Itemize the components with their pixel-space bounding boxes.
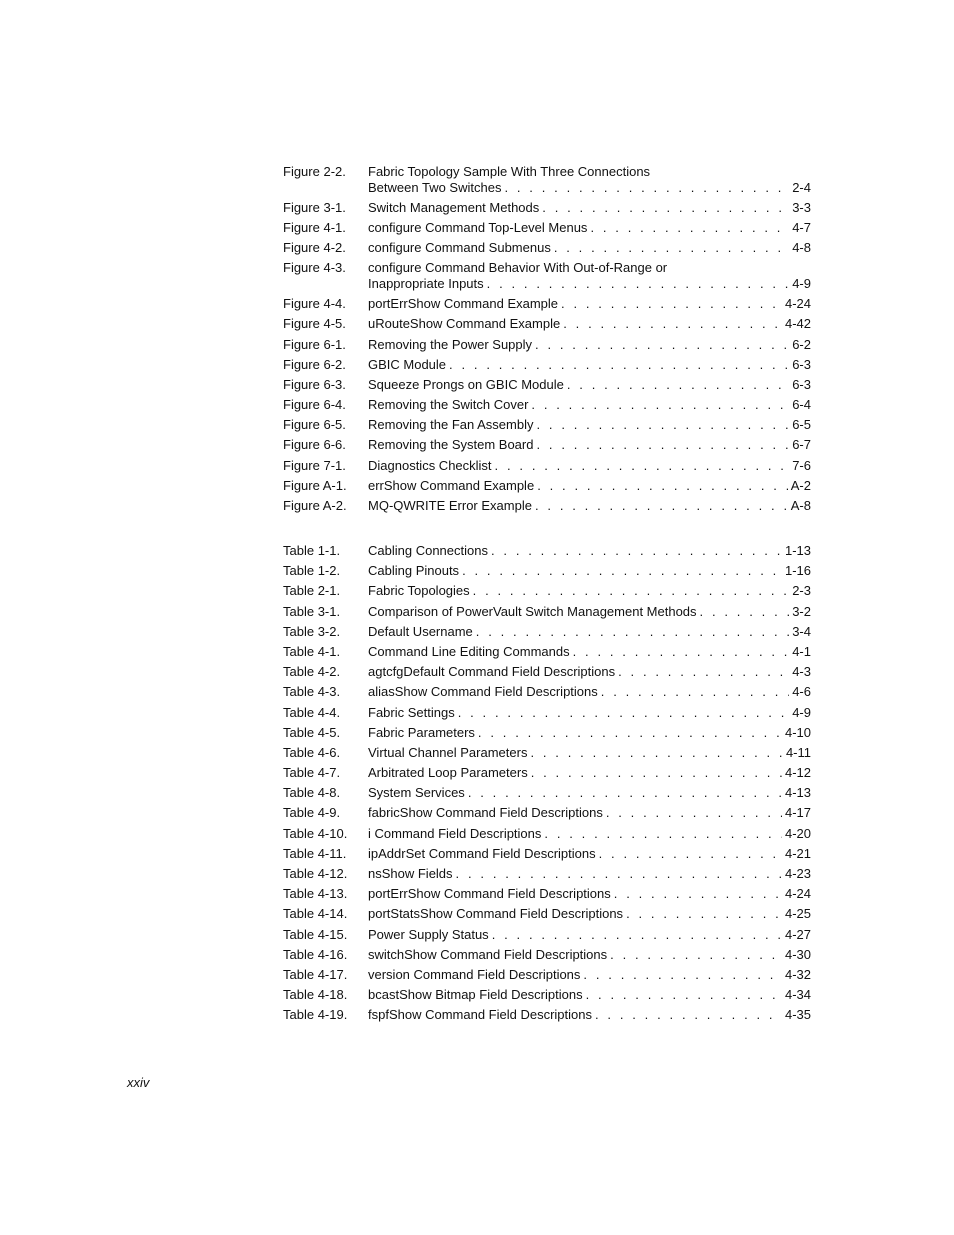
- entry-body: [368, 725, 811, 741]
- entry-title: MQ-QWRITE Error Example: [368, 498, 532, 513]
- dot-leader: [586, 987, 782, 1003]
- entry-body: [368, 765, 811, 781]
- entry-body: [368, 417, 811, 433]
- entry-page: 4-3: [792, 664, 811, 680]
- entry-body: [368, 987, 811, 1003]
- entry-title-row: [368, 437, 811, 453]
- dot-leader: [456, 866, 782, 882]
- toc-entry: [283, 805, 811, 821]
- entry-number: Figure 4-3.: [283, 260, 346, 276]
- dot-leader: [542, 200, 789, 216]
- entry-title-row: [368, 604, 811, 620]
- toc-entry: [283, 437, 811, 453]
- entry-page: 4-24: [784, 886, 811, 902]
- entry-title-row: [368, 947, 811, 963]
- entry-title-row: [368, 377, 811, 393]
- entry-title-row: [368, 906, 811, 922]
- entry-title: portErrShow Command Field Descriptions: [368, 886, 611, 902]
- entry-number: Figure 6-2.: [283, 356, 346, 372]
- toc-entry: [283, 397, 811, 413]
- entry-body: [368, 377, 811, 393]
- entry-body: [368, 478, 811, 494]
- entry-title: Removing the Fan Assembly: [368, 417, 534, 433]
- entry-body: [368, 967, 811, 983]
- entry-number: Figure A-2.: [283, 498, 347, 513]
- entry-page: 4-12: [784, 765, 811, 781]
- dot-leader: [530, 745, 782, 761]
- dot-leader: [473, 583, 790, 599]
- entry-body: [368, 397, 811, 413]
- entry-title: Cabling Connections: [368, 543, 488, 558]
- entry-body: [368, 664, 811, 680]
- entry-body: [368, 745, 811, 761]
- entry-number: Figure 6-3.: [283, 376, 346, 392]
- entry-title: Fabric Parameters: [368, 724, 475, 740]
- entry-title-row: [368, 866, 811, 882]
- toc-entry: [283, 785, 811, 801]
- entry-title-row: [368, 664, 811, 680]
- entry-page: 3-4: [792, 623, 811, 639]
- dot-leader: [468, 785, 782, 801]
- entry-page: 6-3: [792, 356, 811, 372]
- figures-list: [283, 164, 811, 518]
- toc-entry: [283, 296, 811, 312]
- toc-entry: [283, 377, 811, 393]
- entry-title: Default Username: [368, 623, 473, 639]
- entry-title-row: [368, 927, 811, 943]
- entry-body: [368, 866, 811, 882]
- entry-page: 4-7: [792, 219, 811, 235]
- entry-page: 1-13: [784, 543, 811, 558]
- entry-title-row: [368, 316, 811, 332]
- entry-title-line: Fabric Topology Sample With Three Connections: [368, 164, 651, 179]
- toc-entry: [283, 604, 811, 620]
- dot-leader: [599, 846, 782, 862]
- entry-page: 6-3: [792, 376, 811, 392]
- entry-number: Table 4-14.: [283, 906, 348, 922]
- entry-body: [368, 437, 811, 453]
- entry-body: [368, 200, 811, 216]
- toc-entry: [283, 725, 811, 741]
- entry-page: 3-2: [792, 603, 811, 619]
- entry-page: 4-30: [784, 946, 811, 962]
- toc-entry: [283, 543, 811, 559]
- entry-body: [368, 805, 811, 821]
- entry-number: Table 4-3.: [283, 684, 341, 700]
- dot-leader: [478, 725, 782, 741]
- dot-leader: [536, 437, 789, 453]
- entry-title: fabricShow Command Field Descriptions: [368, 805, 603, 821]
- entry-number: Figure 4-1.: [283, 219, 346, 235]
- entry-page: 6-7: [792, 437, 811, 453]
- toc-entry: [283, 765, 811, 781]
- entry-title-row: [368, 200, 811, 216]
- toc-entry: [283, 260, 811, 291]
- entry-title-row: [368, 805, 811, 821]
- entry-title: agtcfgDefault Command Field Descriptions: [368, 664, 616, 680]
- entry-title-row: [368, 543, 811, 559]
- entry-page: 4-20: [784, 825, 811, 841]
- toc-entry: [283, 357, 811, 373]
- entry-number: Figure 4-4.: [283, 296, 346, 312]
- dot-leader: [462, 563, 782, 579]
- dot-leader: [491, 543, 782, 559]
- entry-number: Table 1-2.: [283, 563, 341, 579]
- entry-number: Figure 4-2.: [283, 240, 346, 256]
- entry-title-row: [368, 846, 811, 862]
- entry-body: [368, 927, 811, 943]
- entry-title-row: [368, 1007, 811, 1023]
- entry-title: Cabling Pinouts: [368, 563, 460, 579]
- entry-number: Table 4-1.: [283, 643, 341, 659]
- entry-title: configure Command Submenus: [368, 240, 551, 256]
- dot-leader: [573, 644, 790, 660]
- entry-body: [368, 220, 811, 236]
- entry-page: 4-9: [792, 704, 811, 720]
- entry-page: 4-35: [784, 1007, 811, 1023]
- entry-body: [368, 684, 811, 700]
- entry-title: GBIC Module: [368, 356, 447, 372]
- entry-title: Removing the Power Supply: [368, 336, 533, 352]
- toc-entry: [283, 745, 811, 761]
- dot-leader: [495, 458, 790, 474]
- entry-title: Fabric Topologies: [368, 583, 470, 599]
- entry-body: [368, 357, 811, 373]
- entry-page: 2-4: [792, 179, 811, 195]
- entry-body: [368, 583, 811, 599]
- entry-body: [368, 785, 811, 801]
- toc-entry: [283, 624, 811, 640]
- entry-page: 4-1: [792, 643, 811, 659]
- dot-leader: [614, 886, 782, 902]
- dot-leader: [504, 180, 789, 196]
- entry-body: [368, 260, 811, 291]
- toc-entry: [283, 417, 811, 433]
- entry-title-row: [368, 498, 811, 514]
- entry-title-row: [368, 644, 811, 660]
- toc-entry: [283, 927, 811, 943]
- dot-leader: [535, 337, 789, 353]
- entry-title-row: [368, 705, 811, 721]
- entry-title: Virtual Channel Parameters: [368, 744, 528, 760]
- entry-number: Figure 6-6.: [283, 437, 346, 453]
- entry-number: Figure 6-4.: [283, 397, 346, 413]
- entry-title-row: [368, 785, 811, 801]
- toc-entry: [283, 478, 811, 494]
- entry-page: 7-6: [792, 457, 811, 473]
- tables-list: [283, 543, 811, 1028]
- entry-title: Diagnostics Checklist: [368, 457, 492, 473]
- entry-title: Between Two Switches: [368, 179, 502, 195]
- entry-number: Table 4-13.: [283, 886, 348, 902]
- entry-page: A-2: [790, 477, 811, 493]
- toc-entry: [283, 684, 811, 700]
- entry-page: 4-34: [784, 987, 811, 1003]
- entry-number: Table 4-7.: [283, 765, 341, 781]
- entry-title: fspfShow Command Field Descriptions: [368, 1007, 592, 1023]
- entry-number: Figure 4-5.: [283, 316, 346, 332]
- entry-number: Figure 6-1.: [283, 336, 346, 352]
- entry-title: Inappropriate Inputs: [368, 275, 484, 291]
- toc-entry: [283, 583, 811, 599]
- entry-page: 3-3: [792, 199, 811, 215]
- entry-title-row: [368, 240, 811, 256]
- entry-body: [368, 1007, 811, 1023]
- entry-page: 4-25: [784, 906, 811, 922]
- entry-title: Removing the System Board: [368, 437, 534, 453]
- toc-entry: [283, 644, 811, 660]
- entry-title: bcastShow Bitmap Field Descriptions: [368, 987, 583, 1003]
- entry-title-row: [368, 397, 811, 413]
- entry-number: Figure 7-1.: [283, 457, 346, 473]
- entry-title-row: [368, 417, 811, 433]
- dot-leader: [590, 220, 789, 236]
- entry-body: [368, 164, 811, 195]
- dot-leader: [531, 765, 782, 781]
- entry-number: Table 4-15.: [283, 926, 348, 942]
- entry-title: Squeeze Prongs on GBIC Module: [368, 376, 564, 392]
- entry-number: Figure A-1.: [283, 477, 347, 493]
- entry-page: 4-8: [792, 240, 811, 256]
- toc-entry: [283, 906, 811, 922]
- dot-leader: [537, 478, 788, 494]
- dot-leader: [554, 240, 789, 256]
- entry-title-row: [368, 886, 811, 902]
- entry-title: uRouteShow Command Example: [368, 316, 561, 332]
- dot-leader: [544, 826, 782, 842]
- entry-page: 4-21: [784, 845, 811, 861]
- toc-entry: [283, 846, 811, 862]
- entry-page: 4-13: [784, 785, 811, 801]
- entry-body: [368, 705, 811, 721]
- entry-number: Table 1-1.: [283, 543, 341, 558]
- entry-page: 4-10: [784, 724, 811, 740]
- entry-title-row: [368, 458, 811, 474]
- entry-number: Figure 3-1.: [283, 199, 346, 215]
- entry-body: [368, 240, 811, 256]
- entry-page: 6-2: [792, 336, 811, 352]
- entry-number: Table 4-8.: [283, 785, 341, 801]
- entry-title: Command Line Editing Commands: [368, 643, 570, 659]
- entry-number: Table 4-9.: [283, 805, 341, 821]
- entry-body: [368, 846, 811, 862]
- entry-title: System Services: [368, 785, 465, 801]
- entry-title-row: [368, 725, 811, 741]
- entry-title: ipAddrSet Command Field Descriptions: [368, 845, 596, 861]
- entry-title-line: configure Command Behavior With Out-of-Range or: [368, 260, 668, 276]
- entry-title-row: [368, 745, 811, 761]
- toc-entry: [283, 164, 811, 195]
- entry-title-row: [368, 765, 811, 781]
- toc-entry: [283, 866, 811, 882]
- toc-entry: [283, 200, 811, 216]
- entry-title-row: [368, 276, 811, 292]
- toc-entry: [283, 220, 811, 236]
- dot-leader: [561, 296, 782, 312]
- entry-title-row: [368, 826, 811, 842]
- entry-body: [368, 296, 811, 312]
- page-number: xxiv: [127, 1075, 150, 1090]
- entry-title: Comparison of PowerVault Switch Management Methods: [368, 603, 697, 619]
- entry-number: Table 4-6.: [283, 744, 341, 760]
- dot-leader: [476, 624, 789, 640]
- toc-entry: [283, 886, 811, 902]
- entry-number: Table 4-19.: [283, 1007, 348, 1023]
- entry-page: 4-17: [784, 805, 811, 821]
- entry-number: Table 4-2.: [283, 664, 341, 680]
- entry-body: [368, 644, 811, 660]
- entry-body: [368, 543, 811, 559]
- dot-leader: [458, 705, 790, 721]
- dot-leader: [700, 604, 790, 620]
- toc-entry: [283, 498, 811, 514]
- entry-title: version Command Field Descriptions: [368, 966, 581, 982]
- toc-entry: [283, 316, 811, 332]
- entry-number: Table 4-17.: [283, 966, 348, 982]
- entry-title: Switch Management Methods: [368, 199, 540, 215]
- entry-page: 4-24: [784, 296, 811, 312]
- entry-title-row: [368, 563, 811, 579]
- entry-title: portErrShow Command Example: [368, 296, 559, 312]
- entry-title: switchShow Command Field Descriptions: [368, 946, 608, 962]
- entry-page: 4-32: [784, 966, 811, 982]
- entry-page: 4-6: [792, 684, 811, 700]
- dot-leader: [601, 684, 789, 700]
- entry-title-row: [368, 478, 811, 494]
- toc-entry: [283, 337, 811, 353]
- entry-body: [368, 604, 811, 620]
- entry-page: 4-42: [784, 316, 811, 332]
- entry-page: A-8: [790, 498, 811, 513]
- entry-body: [368, 826, 811, 842]
- entry-title: Power Supply Status: [368, 926, 489, 942]
- entry-body: [368, 316, 811, 332]
- entry-body: [368, 337, 811, 353]
- entry-page: 1-16: [784, 563, 811, 579]
- entry-page: 4-23: [784, 866, 811, 881]
- entry-number: Figure 6-5.: [283, 417, 346, 433]
- dot-leader: [487, 276, 790, 292]
- entry-title: i Command Field Descriptions: [368, 825, 542, 841]
- entry-page: 4-9: [792, 275, 811, 291]
- entry-title: nsShow Fields: [368, 866, 453, 881]
- entry-title: Fabric Settings: [368, 704, 455, 720]
- entry-title-row: [368, 337, 811, 353]
- entry-body: [368, 906, 811, 922]
- toc-entry: [283, 1007, 811, 1023]
- entry-page: 4-27: [784, 926, 811, 942]
- entry-number: Table 3-2.: [283, 623, 341, 639]
- entry-number: Table 3-1.: [283, 603, 341, 619]
- entry-page: 6-5: [792, 417, 811, 433]
- entry-title-row: [368, 583, 811, 599]
- entry-title-row: [368, 684, 811, 700]
- toc-entry: [283, 240, 811, 256]
- entry-number: Table 4-11.: [283, 845, 347, 861]
- toc-entry: [283, 947, 811, 963]
- dot-leader: [449, 357, 789, 373]
- dot-leader: [618, 664, 789, 680]
- entry-body: [368, 947, 811, 963]
- dot-leader: [492, 927, 782, 943]
- entry-title: Arbitrated Loop Parameters: [368, 765, 528, 781]
- entry-number: Table 4-10.: [283, 825, 348, 841]
- toc-entry: [283, 967, 811, 983]
- toc-entry: [283, 826, 811, 842]
- entry-title-row: [368, 967, 811, 983]
- dot-leader: [595, 1007, 782, 1023]
- entry-body: [368, 624, 811, 640]
- dot-leader: [567, 377, 789, 393]
- entry-number: Table 4-16.: [283, 946, 348, 962]
- entry-number: Table 4-5.: [283, 724, 341, 740]
- dot-leader: [563, 316, 782, 332]
- dot-leader: [610, 947, 782, 963]
- entry-title-row: [368, 220, 811, 236]
- toc-entry: [283, 563, 811, 579]
- entry-title: aliasShow Command Field Descriptions: [368, 684, 598, 700]
- entry-title-row: [368, 296, 811, 312]
- entry-number: Figure 2-2.: [283, 164, 346, 179]
- dot-leader: [535, 498, 788, 514]
- dot-leader: [626, 906, 782, 922]
- dot-leader: [583, 967, 782, 983]
- toc-entry: [283, 705, 811, 721]
- toc-entry: [283, 458, 811, 474]
- entry-number: Table 2-1.: [283, 583, 341, 599]
- entry-title: portStatsShow Command Field Descriptions: [368, 906, 624, 922]
- dot-leader: [536, 417, 789, 433]
- entry-page: 6-4: [792, 397, 811, 413]
- entry-title: errShow Command Example: [368, 477, 535, 493]
- entry-title-row: [368, 357, 811, 373]
- entry-body: [368, 886, 811, 902]
- entry-title-row: [368, 180, 811, 196]
- entry-page: 4-11: [785, 744, 811, 760]
- dot-leader: [606, 805, 782, 821]
- dot-leader: [531, 397, 789, 413]
- entry-body: [368, 458, 811, 474]
- toc-entry: [283, 664, 811, 680]
- entry-number: Table 4-18.: [283, 987, 348, 1003]
- entry-body: [368, 498, 811, 514]
- entry-number: Table 4-12.: [283, 866, 348, 881]
- entry-number: Table 4-4.: [283, 704, 341, 720]
- entry-title: configure Command Top-Level Menus: [368, 219, 588, 235]
- entry-page: 2-3: [792, 583, 811, 599]
- toc-entry: [283, 987, 811, 1003]
- entry-title-row: [368, 987, 811, 1003]
- entry-title-row: [368, 624, 811, 640]
- entry-body: [368, 563, 811, 579]
- entry-title: Removing the Switch Cover: [368, 397, 529, 413]
